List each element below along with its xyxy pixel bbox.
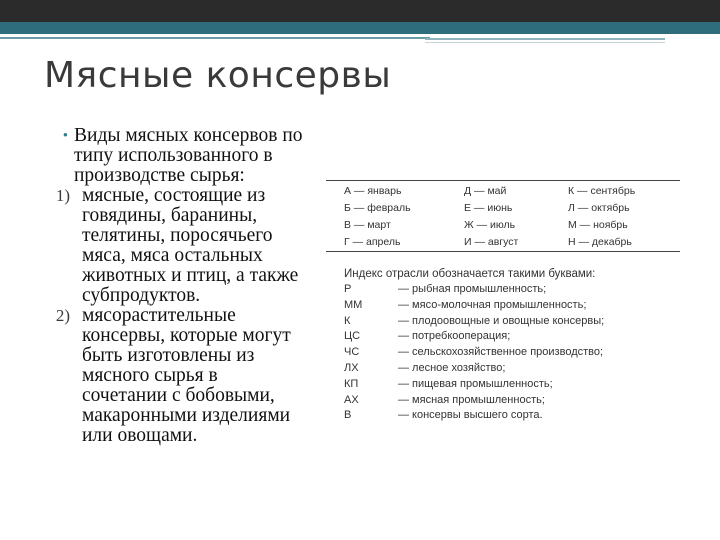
code-row: [344, 329, 680, 345]
text-line-content: консервы, которые могут: [82, 325, 291, 346]
month-code: Н — декабрь: [568, 236, 632, 248]
text-line: [0, 346, 340, 366]
text-line: [0, 186, 340, 206]
industry-code: ЦС: [344, 330, 361, 343]
text-line: [0, 366, 340, 386]
text-line: [0, 266, 340, 286]
text-line-content: Виды мясных консервов по: [74, 125, 303, 146]
month-code: М — ноябрь: [568, 219, 628, 231]
industry-description: — плодоовощные и овощные консервы;: [398, 314, 605, 327]
industry-description: — пищевая промышленность;: [398, 377, 553, 390]
text-line: [0, 146, 340, 166]
text-line-content: мясного сырья в: [82, 365, 218, 386]
text-line-content: животных и птиц, а также: [82, 265, 299, 286]
text-line-content: сочетании с бобовыми,: [82, 385, 275, 406]
text-line-content: мясорастительные: [82, 305, 236, 326]
decorative-line-right: [425, 38, 665, 40]
text-line-content: мяса, мяса остальных: [82, 245, 263, 266]
month-code: К — сентябрь: [568, 185, 636, 197]
text-line-content: или овощами.: [82, 425, 198, 446]
code-row: [344, 361, 680, 377]
text-line: [0, 166, 340, 186]
industry-code: ЛХ: [344, 361, 359, 374]
text-line: [0, 406, 340, 426]
month-code: И — август: [464, 236, 519, 248]
industry-description: — сельскохозяйственное производство;: [398, 346, 604, 359]
top-dark-bar: [0, 0, 720, 22]
body-text: [0, 126, 340, 446]
month-code: В — март: [344, 219, 391, 231]
reference-table: [326, 180, 680, 424]
industry-code: КП: [344, 377, 359, 390]
code-row: [344, 345, 680, 361]
text-line-content: производстве сырья:: [74, 165, 245, 186]
text-line: [0, 326, 340, 346]
months-grid: [326, 181, 680, 251]
code-row: [344, 408, 680, 424]
industry-description: — лесное хозяйство;: [398, 361, 506, 374]
text-line: [0, 206, 340, 226]
text-line-content: телятины, поросячьего: [82, 225, 273, 246]
table-bottom-rule: [326, 251, 680, 252]
industry-description: — консервы высшего сорта.: [398, 409, 543, 422]
text-line: [0, 126, 340, 146]
month-code: А — январь: [344, 185, 402, 197]
decorative-line-right-thin: [425, 42, 665, 43]
month-code: Л — октябрь: [568, 202, 630, 214]
text-line: [0, 306, 340, 326]
code-row: [344, 377, 680, 393]
text-line-content: быть изготовлены из: [82, 345, 255, 366]
slide-title: Мясные консервы: [44, 55, 392, 96]
decorative-line-left: [0, 37, 430, 39]
text-line-content: мясные, состоящие из: [82, 185, 266, 206]
industry-code: АХ: [344, 393, 359, 406]
text-line-content: типу использованного в: [74, 145, 273, 166]
industry-code: ММ: [344, 298, 363, 311]
industry-description: — потребкооперация;: [398, 330, 511, 343]
codes-list: [326, 282, 680, 424]
code-row: [344, 314, 680, 330]
text-line-content: макаронными изделиями: [82, 405, 291, 426]
text-line: [0, 286, 340, 306]
text-line-content: субпродуктов.: [82, 285, 201, 306]
top-teal-bar: [0, 22, 720, 34]
industry-description: — мясо-молочная промышленность;: [398, 298, 587, 311]
industry-code: В: [344, 409, 352, 422]
industry-description: — рыбная промышленность;: [398, 283, 547, 295]
month-code: Е — июнь: [464, 202, 513, 214]
industry-description: — мясная промышленность;: [398, 393, 545, 406]
industry-code: К: [344, 314, 351, 327]
text-line: [0, 386, 340, 406]
code-row: [344, 282, 680, 298]
text-line: [0, 226, 340, 246]
code-row: [344, 298, 680, 314]
code-row: [344, 393, 680, 409]
text-line: [0, 426, 340, 446]
text-line: [0, 246, 340, 266]
month-code: Г — апрель: [344, 236, 401, 248]
industry-code: Р: [344, 283, 352, 295]
month-code: Ж — июль: [464, 219, 516, 231]
month-code: Б — февраль: [344, 202, 411, 214]
month-code: Д — май: [464, 185, 507, 197]
number-marker: 1): [55, 186, 70, 205]
industry-code: ЧС: [344, 346, 360, 359]
bullet-marker: •: [62, 128, 68, 144]
text-line-content: говядины, баранины,: [82, 205, 258, 226]
number-marker: 2): [55, 306, 70, 325]
index-title: Индекс отрасли обозначается такими буквами:: [344, 268, 596, 280]
